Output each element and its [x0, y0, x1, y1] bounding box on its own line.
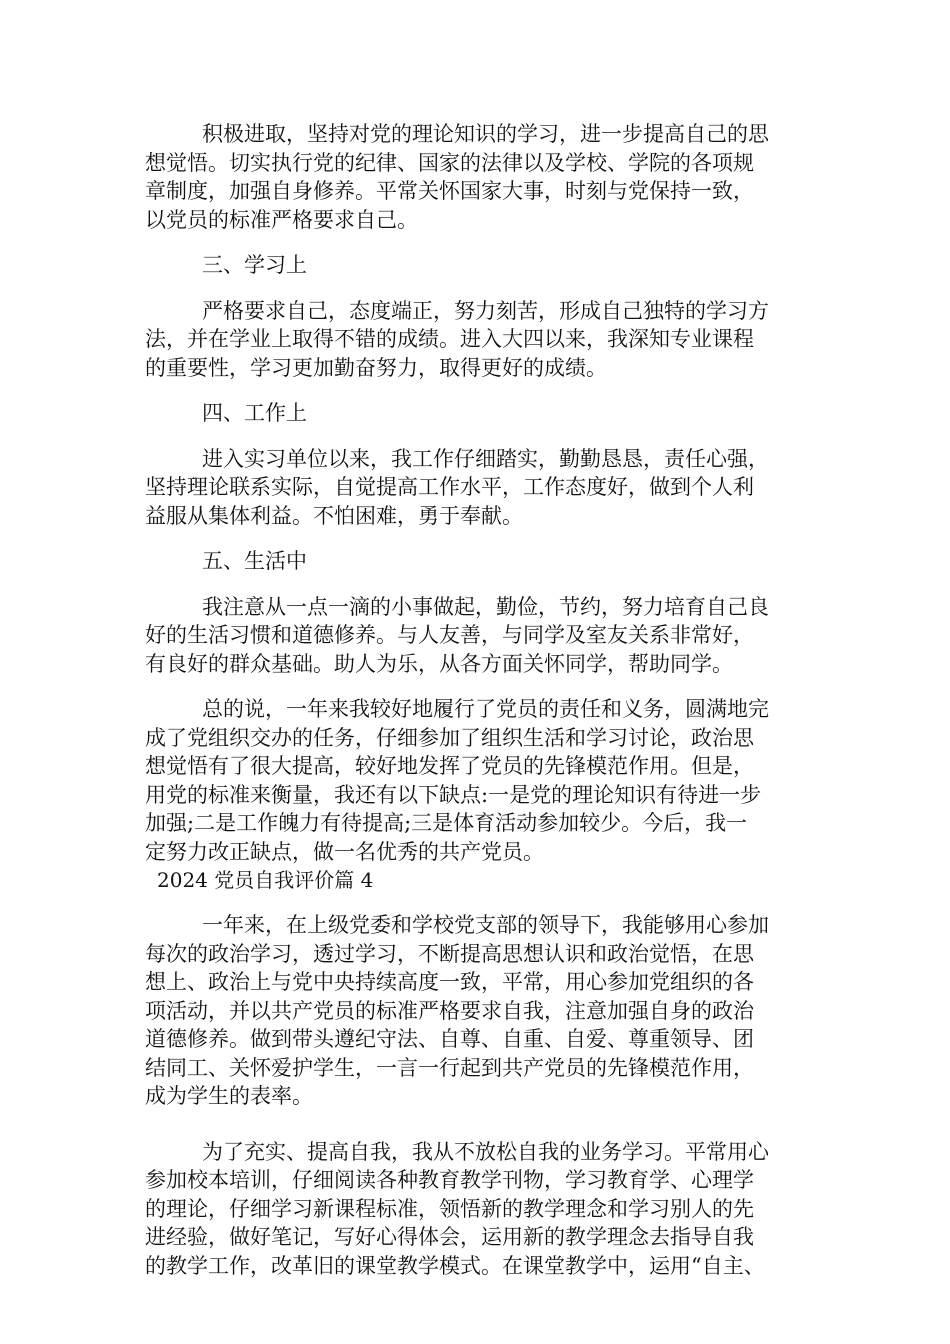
document-page: [145, 120, 811, 1280]
text-line: 有良好的群众基础。助人为乐，从各方面关怀同学，帮助同学。: [145, 651, 733, 676]
paragraph-summary: [145, 695, 811, 866]
text-line: 章制度，加强自身修养。平常关怀国家大事，时刻与党保持一致，: [145, 179, 754, 203]
text-line: 每次的政治学习，透过学习，不断提高思想认识和政治觉悟，在思: [145, 941, 754, 966]
text-line: 一年来，在上级党委和学校党支部的领导下，我能够用心参加: [202, 913, 769, 937]
text-line: 总的说，一年来我较好地履行了党员的责任和义务，圆满地完: [202, 697, 769, 721]
text-line: 道德修养。做到带头遵纪守法、自尊、自重、自爱、尊重领导、团: [145, 1027, 754, 1051]
text-line: 好的生活习惯和道德修养。与人友善，与同学及室友关系非常好，: [145, 623, 754, 647]
text-line: 为了充实、提高自我，我从不放松自我的业务学习。平常用心: [202, 1139, 769, 1164]
paragraph-life: [145, 593, 811, 679]
paragraph-year-review: [145, 911, 811, 1111]
text-line: 想觉悟有了很大提高，较好地发挥了党员的先锋模范作用。但是，: [145, 754, 754, 778]
text-line: 想上、政治上与党中央持续高度一致，平常，用心参加党组织的各: [145, 970, 754, 994]
text-line: 想觉悟。切实执行党的纪律、国家的法律以及学校、学院的各项规: [145, 150, 754, 175]
text-line: 成为学生的表率。: [145, 1084, 313, 1108]
section-heading-work: 四、工作上: [202, 401, 307, 425]
text-line: 进入实习单位以来，我工作仔细踏实，勤勤恳恳，责任心强，: [202, 446, 769, 471]
text-line: 项活动，并以共产党员的标准严格要求自我，注意加强自身的政治: [145, 998, 754, 1023]
paragraph-political-thought: [145, 120, 811, 234]
paragraph-professional-study: [145, 1138, 811, 1281]
section-heading-life: 五、生活中: [202, 549, 307, 573]
text-line: 的重要性，学习更加勤奋努力，取得更好的成绩。: [145, 355, 607, 380]
text-line: 结同工、关怀爱护学生，一言一行起到共产党员的先锋模范作用，: [145, 1055, 754, 1080]
text-line: 益服从集体利益。不怕困难，勇于奉献。: [145, 503, 523, 528]
text-line: 参加校本培训，仔细阅读各种教育教学刊物，学习教育学、心理学: [145, 1168, 754, 1192]
text-line: 加强;二是工作魄力有待提高;三是体育活动参加较少。今后，我一: [145, 811, 748, 835]
text-line: 定努力改正缺点，做一名优秀的共产党员。: [145, 839, 544, 864]
paragraph-work: [145, 445, 811, 531]
text-line: 进经验，做好笔记，写好心得体会，运用新的教学理念去指导自我: [145, 1225, 754, 1249]
text-line: 以党员的标准严格要求自己。: [145, 207, 418, 232]
text-line: 法，并在学业上取得不错的成绩。进入大四以来，我深知专业课程: [145, 327, 754, 351]
text-line: 严格要求自己，态度端正，努力刻苦，形成自己独特的学习方: [202, 298, 769, 323]
paragraph-study: [145, 297, 811, 383]
section-title: 2024 党员自我评价篇 4: [157, 868, 374, 892]
text-line: 成了党组织交办的任务，仔细参加了组织生活和学习讨论，政治思: [145, 725, 754, 750]
section-heading-study: 三、学习上: [202, 253, 307, 277]
text-line: 用党的标准来衡量，我还有以下缺点:一是党的理论知识有待进一步: [145, 782, 762, 807]
text-line: 积极进取，坚持对党的理论知识的学习，进一步提高自己的思: [202, 122, 769, 146]
text-line: 坚持理论联系实际，自觉提高工作水平，工作态度好，做到个人利: [145, 475, 754, 499]
text-line: 我注意从一点一滴的小事做起，勤俭，节约，努力培育自己良: [202, 594, 769, 619]
text-line: 的教学工作，改革旧的课堂教学模式。在课堂教学中，运用“自主、: [145, 1253, 765, 1278]
text-line: 的理论，仔细学习新课程标准，领悟新的教学理念和学习别人的先: [145, 1196, 754, 1221]
